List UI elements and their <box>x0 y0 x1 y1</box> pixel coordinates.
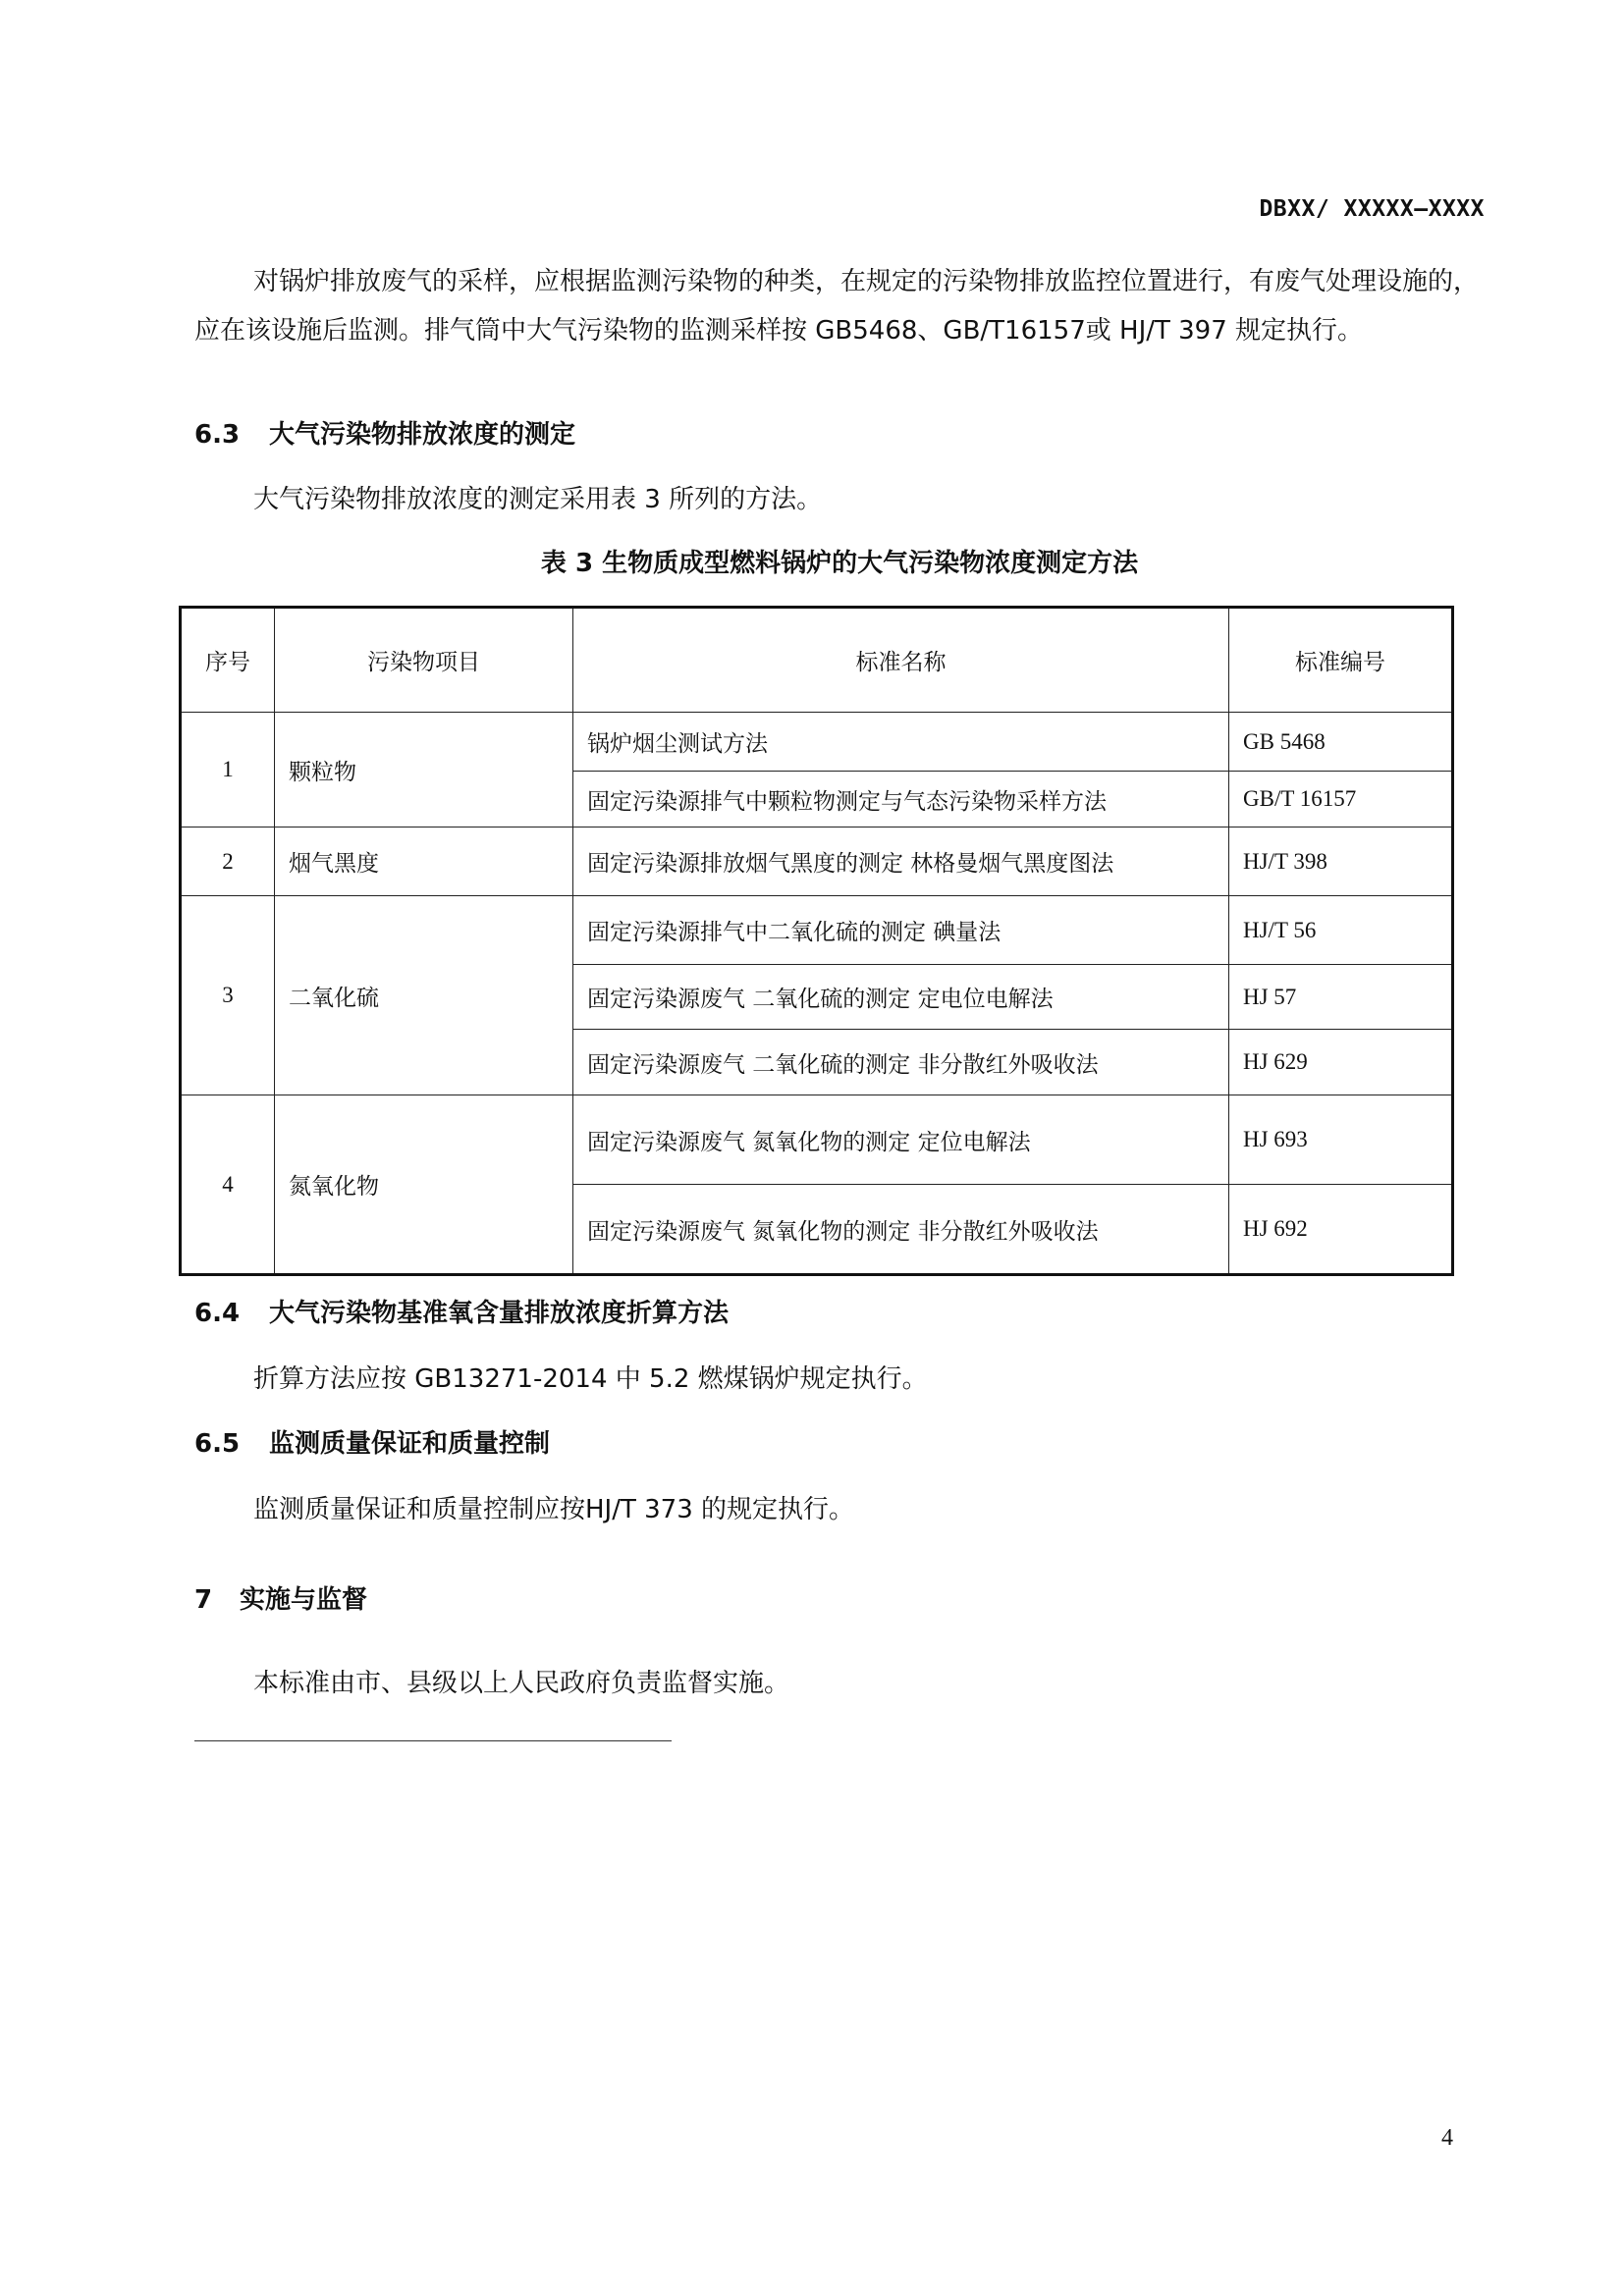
table-row <box>181 896 1453 965</box>
table-row <box>181 713 1453 772</box>
section-number: 6.5 <box>194 1429 241 1459</box>
row-number: 3 <box>181 896 275 1095</box>
standard-code: HJ/T 398 <box>1229 828 1453 896</box>
standard-name: 固定污染源废气 二氧化硫的测定 定电位电解法 <box>573 965 1229 1030</box>
table-row <box>181 828 1453 896</box>
pollutant-item: 二氧化硫 <box>275 896 573 1095</box>
row-number: 2 <box>181 828 275 896</box>
standard-code: GB/T 16157 <box>1229 772 1453 828</box>
pollutant-item: 烟气黑度 <box>275 828 573 896</box>
pollutant-item: 颗粒物 <box>275 713 573 828</box>
table-header-row <box>181 608 1453 713</box>
footer-rule <box>194 1740 672 1741</box>
standard-code: HJ 57 <box>1229 965 1453 1030</box>
standard-code: HJ/T 56 <box>1229 896 1453 965</box>
sampling-paragraph: 对锅炉排放废气的采样，应根据监测污染物的种类，在规定的污染物排放监控位置进行，有废气处理设施的，应在该设施后监测。排气筒中大气污染物的监测采样按 GB5468、GB/T16157或 HJ/T 397 规定执行。 <box>194 267 1480 346</box>
standard-name: 固定污染源废气 氮氧化物的测定 非分散红外吸收法 <box>573 1185 1229 1275</box>
row-number: 4 <box>181 1095 275 1275</box>
section-title: 大气污染物排放浓度的测定 <box>269 420 576 450</box>
header-cell: 序号 <box>181 608 275 713</box>
header-cell: 污染物项目 <box>275 608 573 713</box>
standard-code: HJ 693 <box>1229 1095 1453 1185</box>
standard-name: 固定污染源废气 氮氧化物的测定 定位电解法 <box>573 1095 1229 1185</box>
standard-name: 固定污染源排气中二氧化硫的测定 碘量法 <box>573 896 1229 965</box>
page-number: 4 <box>1441 2125 1453 2151</box>
pollutant-item: 氮氧化物 <box>275 1095 573 1275</box>
standard-code: GB 5468 <box>1229 713 1453 772</box>
section-6-3-heading <box>194 415 575 454</box>
section-7-body: 本标准由市、县级以上人民政府负责监督实施。 <box>253 1669 790 1698</box>
section-title: 实施与监督 <box>240 1585 368 1615</box>
table-row <box>181 1095 1453 1185</box>
section-6-3-body: 大气污染物排放浓度的测定采用表 3 所列的方法。 <box>253 485 823 514</box>
standard-name: 固定污染源废气 二氧化硫的测定 非分散红外吸收法 <box>573 1030 1229 1095</box>
header-cell: 标准编号 <box>1229 608 1453 713</box>
section-number: 6.3 <box>194 420 241 450</box>
section-title: 大气污染物基准氧含量排放浓度折算方法 <box>269 1299 730 1328</box>
section-number: 7 <box>194 1585 213 1615</box>
document-code-header: DBXX/ XXXXX—XXXX <box>1259 196 1485 222</box>
standard-name: 固定污染源排气中颗粒物测定与气态污染物采样方法 <box>573 772 1229 828</box>
section-6-5-heading <box>194 1424 550 1464</box>
section-number: 6.4 <box>194 1299 241 1328</box>
section-6-4-heading <box>194 1294 729 1333</box>
standard-name: 固定污染源排放烟气黑度的测定 林格曼烟气黑度图法 <box>573 828 1229 896</box>
row-number: 1 <box>181 713 275 828</box>
methods-table <box>179 606 1454 1276</box>
standard-name: 锅炉烟尘测试方法 <box>573 713 1229 772</box>
standard-code: HJ 629 <box>1229 1030 1453 1095</box>
section-title: 监测质量保证和质量控制 <box>269 1429 551 1459</box>
standard-code: HJ 692 <box>1229 1185 1453 1275</box>
section-6-5-body: 监测质量保证和质量控制应按HJ/T 373 的规定执行。 <box>253 1495 855 1524</box>
table-caption: 表 3 生物质成型燃料锅炉的大气污染物浓度测定方法 <box>540 549 1139 578</box>
section-7-heading <box>194 1580 367 1620</box>
header-cell: 标准名称 <box>573 608 1229 713</box>
section-6-4-body: 折算方法应按 GB13271-2014 中 5.2 燃煤锅炉规定执行。 <box>253 1364 928 1394</box>
